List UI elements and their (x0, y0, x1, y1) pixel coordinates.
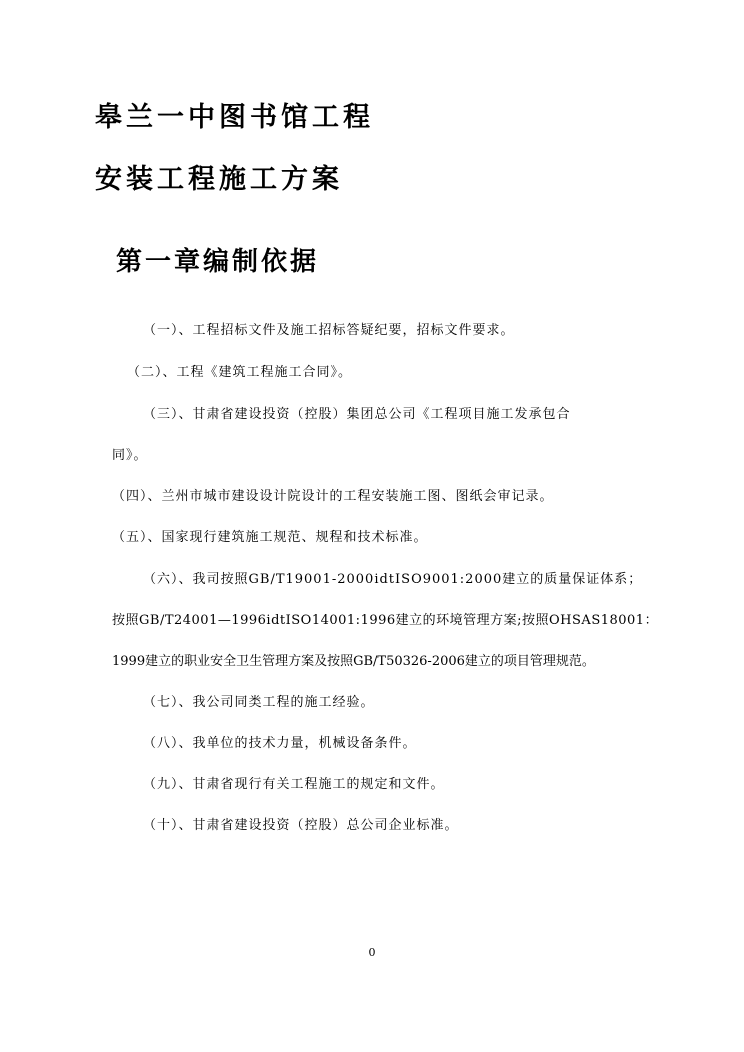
basis-item-7: （七）、我公司同类工程的施工经验。 (143, 695, 375, 710)
basis-item-3-continued: 同》。 (112, 448, 148, 463)
basis-item-4: （四）、兰州市城市建设设计院设计的工程安装施工图、图纸会审记录。 (112, 489, 554, 504)
chapter-heading: 第一章编制依据 (116, 247, 320, 277)
basis-item-3: （三）、甘肃省建设投资（控股）集团总公司《工程项目施工发承包合 (143, 407, 571, 422)
basis-item-6: （六）、我司按照GB/T19001-2000idtISO9001:2000建立的质量保证体系； (143, 572, 643, 587)
basis-item-10: （十）、甘肃省建设投资（控股）总公司企业标准。 (143, 818, 459, 833)
basis-item-6-line-3: 1999建立的职业安全卫生管理方案及按照GB/T50326-2006建立的项目管理规范。 (112, 654, 595, 669)
basis-item-1: （一）、工程招标文件及施工招标答疑纪要，招标文件要求。 (143, 323, 515, 338)
page-number: 0 (368, 946, 376, 959)
basis-item-2: （二）、工程《建筑工程施工合同》。 (127, 365, 353, 380)
basis-item-5: （五）、国家现行建筑施工规范、规程和技术标准。 (112, 530, 428, 545)
basis-item-6-line-2: 按照GB/T24001—1996idtISO14001:1996建立的环境管理方案;按照OHSAS18001： (112, 613, 659, 628)
document-title-line-2: 安装工程施工方案 (95, 164, 343, 195)
document-title-line-1: 皋兰一中图书馆工程 (95, 102, 374, 133)
basis-item-9: （九）、甘肃省现行有关工程施工的规定和文件。 (143, 777, 445, 792)
basis-item-8: （八）、我单位的技术力量，机械设备条件。 (143, 736, 417, 751)
